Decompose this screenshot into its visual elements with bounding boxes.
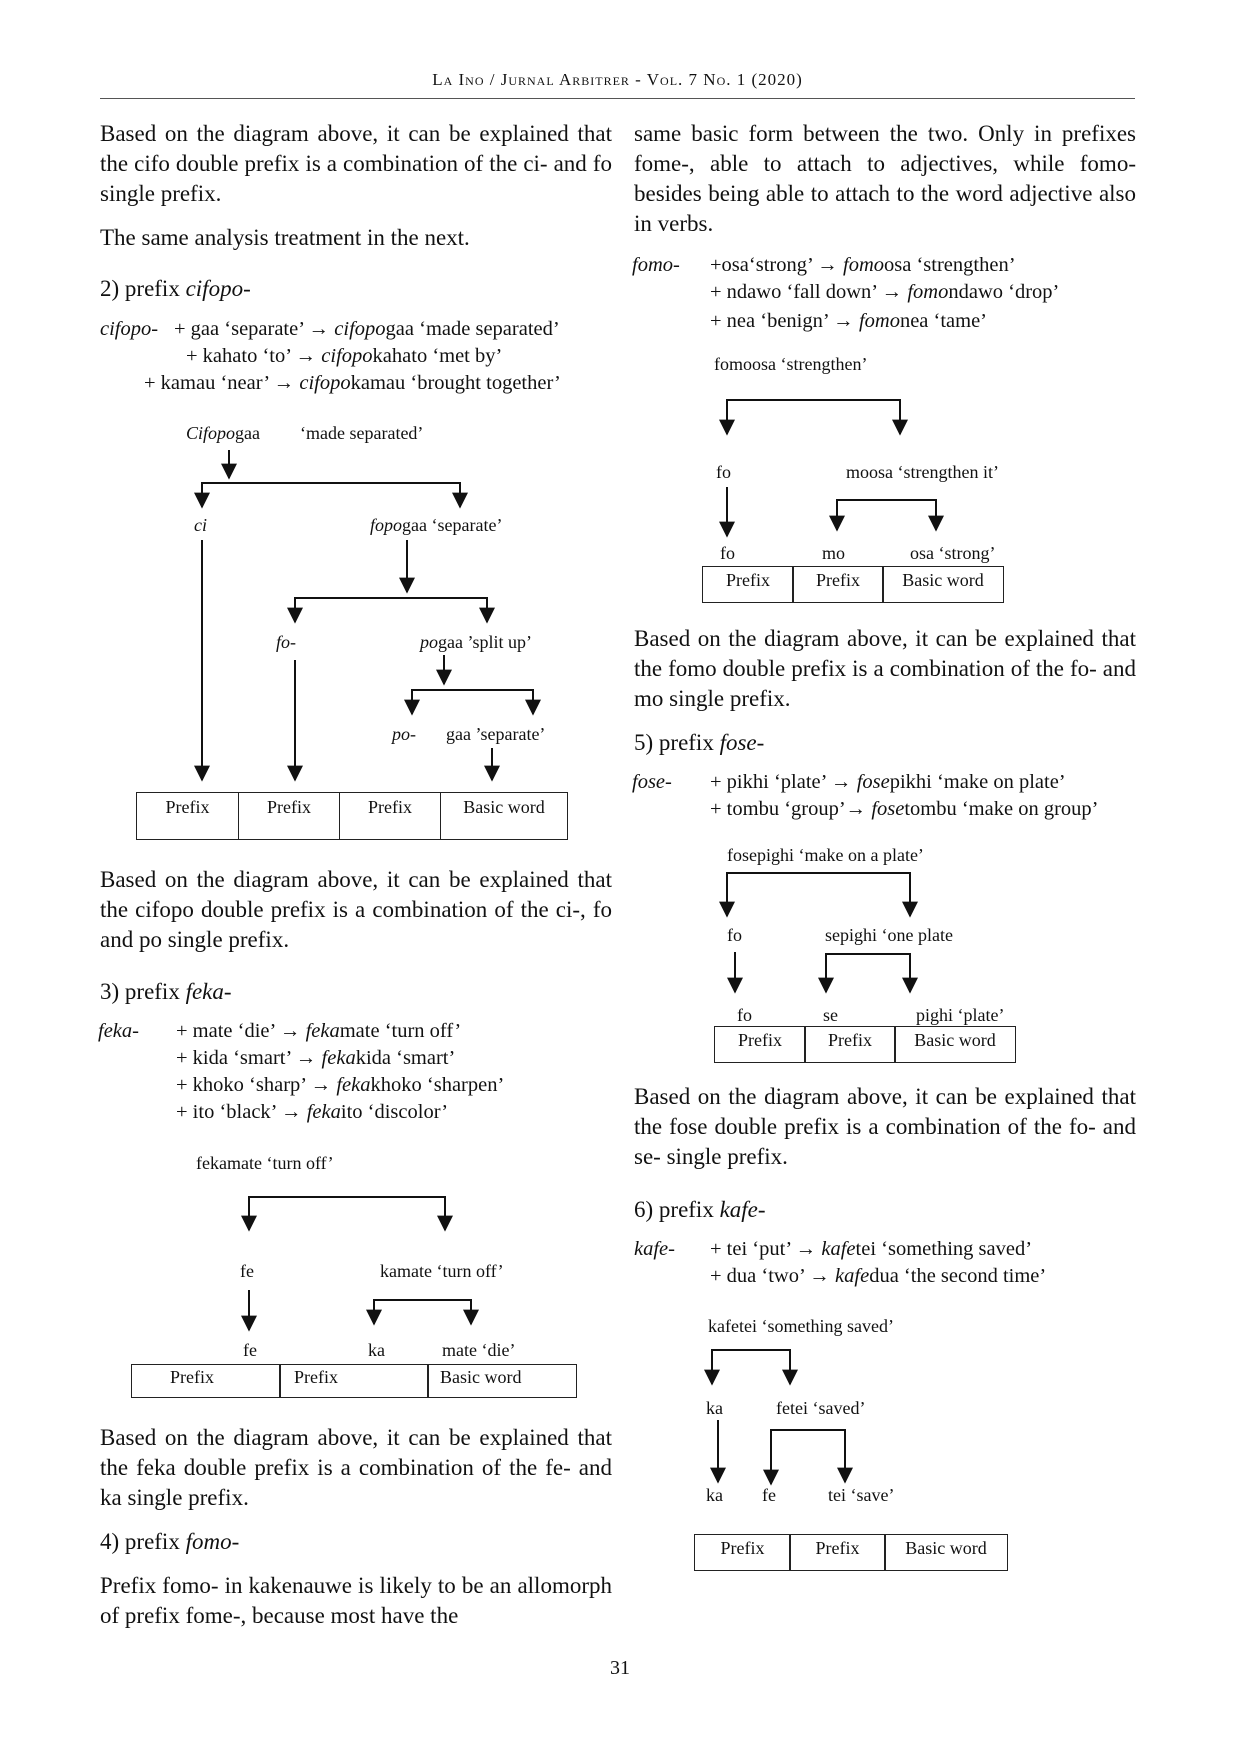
example-row: + gaa ‘separate’ → cifopogaa ‘made separated’ (174, 318, 560, 340)
node-fo: fo (716, 462, 731, 482)
node-fomoosa: fomoosa ‘strengthen’ (714, 354, 868, 374)
node-mate: mate ‘die’ (442, 1340, 516, 1360)
left-paragraph-1: Based on the diagram above, it can be explained that the cifo double prefix is a combination of the ci- and fo single prefix. (100, 121, 612, 206)
example-row: + pikhi ‘plate’ → fosepikhi ‘make on plate’ (710, 771, 1066, 793)
section-heading-6: 6) prefix kafe- (634, 1197, 766, 1222)
table-cell: Prefix (339, 792, 441, 840)
left-paragraph-2: The same analysis treatment in the next. (100, 225, 470, 250)
node-se: se (823, 1005, 838, 1025)
table-cell: Basic word (884, 1534, 1008, 1571)
table-cell: Prefix (702, 566, 794, 603)
left-paragraph-5: Prefix fomo- in kakenauwe is likely to be an allomorph of prefix fome-, because most have the (100, 1573, 612, 1628)
node-pogaa: pogaa ’split up’ (420, 632, 532, 652)
running-header: La Ino / Jurnal Arbitrer - Vol. 7 No. 1 (2020) (432, 70, 803, 89)
section-heading-2: 2) prefix cifopo- (100, 276, 251, 301)
example-lead: feka- (98, 1020, 139, 1042)
section-heading-5: 5) prefix fose- (634, 730, 765, 755)
node-cifopogaa: Cifopogaa (186, 423, 260, 443)
node-ka: ka (706, 1485, 723, 1505)
node-gaa: gaa ’separate’ (446, 724, 546, 744)
example-lead: kafe- (634, 1238, 675, 1260)
table-cell: Prefix (804, 1026, 896, 1063)
node-gloss: ‘made separated’ (300, 423, 424, 443)
table-cell: Basic word (440, 792, 568, 840)
node-tei: tei ‘save’ (828, 1485, 895, 1505)
node-kafetei: kafetei ‘something saved’ (708, 1316, 894, 1336)
node-fekamate: fekamate ‘turn off’ (196, 1153, 334, 1173)
example-row: + mate ‘die’ → fekamate ‘turn off’ (176, 1020, 462, 1042)
table-cell: Prefix (792, 566, 884, 603)
node-fe: fe (762, 1485, 776, 1505)
example-row: + ito ‘black’ → fekaito ‘discolor’ (176, 1101, 449, 1123)
node-kamate: kamate ‘turn off’ (380, 1261, 504, 1281)
right-paragraph-3: Based on the diagram above, it can be explained that the fose double prefix is a combination of the fo- and se- single prefix. (634, 1084, 1136, 1169)
node-osa: osa ‘strong’ (910, 543, 996, 563)
left-paragraph-3: Based on the diagram above, it can be explained that the cifopo double prefix is a combination of the ci-, fo and po single prefix. (100, 867, 612, 952)
node-fo: fo (727, 925, 742, 945)
example-row: + khoko ‘sharp’ → fekakhoko ‘sharpen’ (176, 1074, 505, 1096)
table-cell: Basic word (894, 1026, 1016, 1063)
section-heading-4: 4) prefix fomo- (100, 1529, 240, 1554)
node-fetei: fetei ‘saved’ (776, 1398, 866, 1418)
table-cell: Prefix (136, 792, 239, 840)
table-cell: Prefix (694, 1534, 791, 1571)
node-fo: fo (720, 543, 735, 563)
node-fopogaa: fopogaa ‘separate’ (370, 515, 503, 535)
node-moosa: moosa ‘strengthen it’ (846, 462, 999, 482)
example-row: +osa‘strong’ → fomoosa ‘strengthen’ (710, 254, 1016, 276)
node-fosepighi: fosepighi ‘make on a plate’ (727, 845, 924, 865)
node-ka: ka (706, 1398, 723, 1418)
node-fo: fo- (276, 632, 296, 652)
left-paragraph-4: Based on the diagram above, it can be explained that the feka double prefix is a combination of the fe- and ka single prefix. (100, 1425, 612, 1510)
example-row: + kida ‘smart’ → fekakida ‘smart’ (176, 1047, 456, 1069)
table-cell: Prefix (131, 1364, 281, 1398)
table-cell: Basic word (882, 566, 1004, 603)
node-fo: fo (737, 1005, 752, 1025)
right-paragraph-2: Based on the diagram above, it can be explained that the fomo double prefix is a combination of the fo- and mo single prefix. (634, 626, 1136, 711)
example-row: + nea ‘benign’ → fomonea ‘tame’ (710, 310, 988, 332)
node-pighi: pighi ‘plate’ (916, 1005, 1005, 1025)
example-row: + tei ‘put’ → kafetei ‘something saved’ (710, 1238, 1033, 1260)
example-row: + dua ‘two’ → kafedua ‘the second time’ (710, 1265, 1047, 1287)
table-cell: Prefix (279, 1364, 429, 1398)
node-po: po- (392, 724, 416, 744)
node-sepighi: sepighi ‘one plate (825, 925, 953, 945)
node-fe: fe (243, 1340, 257, 1360)
right-paragraph-1: same basic form between the two. Only in prefixes fome-, able to attach to adjectives, while fomo- besides being able to attach to the word adjective also in verbs. (634, 121, 1136, 236)
table-cell: Basic word (427, 1364, 577, 1398)
table-cell: Prefix (238, 792, 340, 840)
section-heading-3: 3) prefix feka- (100, 979, 232, 1004)
example-lead: fose- (632, 771, 672, 793)
table-cell: Prefix (714, 1026, 806, 1063)
table-cell: Prefix (789, 1534, 886, 1571)
page-number: 31 (610, 1657, 630, 1679)
example-row: + kamau ‘near’ → cifopokamau ‘brought together’ (144, 372, 561, 394)
example-row: + ndawo ‘fall down’ → fomondawo ‘drop’ (710, 281, 1060, 303)
node-fe: fe (240, 1261, 254, 1281)
node-ka: ka (368, 1340, 385, 1360)
example-row: + tombu ‘group’→ fosetombu ‘make on group’ (710, 798, 1099, 820)
node-mo: mo (822, 543, 846, 563)
example-lead: fomo- (632, 254, 680, 276)
example-row: + kahato ‘to’ → cifopokahato ‘met by’ (186, 345, 503, 367)
example-lead: cifopo- (100, 318, 159, 340)
node-ci: ci (194, 515, 207, 535)
